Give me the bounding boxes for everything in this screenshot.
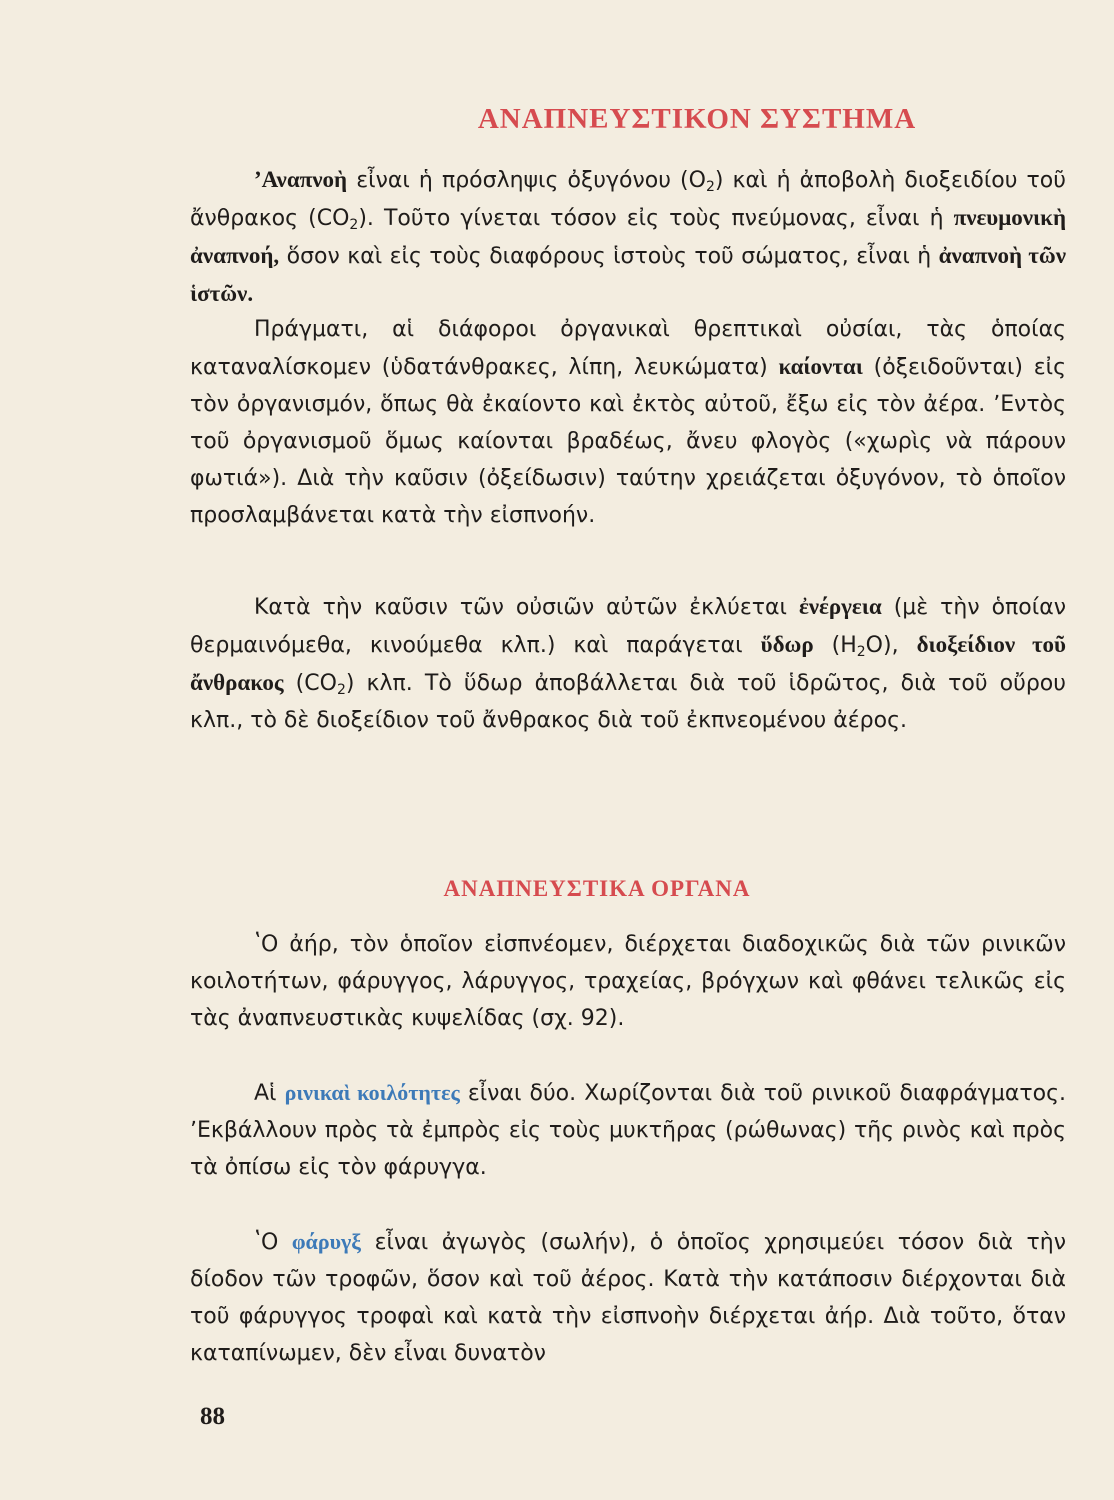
paragraph-respiration-definition: ʼΑναπνοὴ εἶναι ἡ πρόσληψις ὀξυγόνου $(O_2)$ καὶ ἡ ἀποβολὴ διοξειδίου τοῦ ἄνθρακος $(CO_2)$. Τοῦτο γίνεται τόσον εἰς τοὺς πνεύμονας, εἶναι ἡ πνευμονικὴ ἀναπνοή, ὅσον καὶ εἰς τοὺς διαφόρους ἱστοὺς τοῦ σώματος, εἶναι ἡ ἀναπνοὴ τῶν ἱστῶν. (190, 167, 1067, 306)
paragraph-pharynx: ʽΟ φάρυγξ εἶναι ἀγωγὸς (σωλήν), ὁ ὁποῖος χρησιμεύει τόσον διὰ τὴν δίοδον τῶν τροφῶν, ὅσον καὶ τοῦ ἀέρος. Κατὰ τὴν κατάποσιν διέρχονται διὰ τοῦ φάρυγγος τροφαὶ καὶ κατὰ τὴν εἰσπνοὴν διέρχεται ἀήρ. Διὰ τοῦτο, ὅταν καταπίνωμεν, δὲν εἶναι δυνατὸν (190, 1229, 1066, 1366)
bold-term: ὕδωρ (760, 632, 814, 657)
highlight-term: ρινικαὶ κοιλότητες (284, 1080, 460, 1105)
bold-term: πνευμονικὴ ἀναπνοή, (190, 205, 1067, 268)
page-number: 88 (200, 1403, 225, 1430)
highlight-term: φάρυγξ (291, 1229, 362, 1254)
paragraph-nasal-cavities: Αἱ ρινικαὶ κοιλότητες εἶναι δύο. Χωρίζονται διὰ τοῦ ρινικοῦ διαφράγματος. ʼΕκβάλλουν πρὸς τὰ ἐμπρὸς εἰς τοὺς μυκτῆρας (ρώθωνας) τῆς ρινὸς καὶ πρὸς τὰ ὀπίσω εἰς τὸν φάρυγγα. (190, 1080, 1066, 1180)
bold-term: ἀναπνοὴ τῶν ἱστῶν. (190, 243, 1066, 306)
paragraph-energy-release: Κατὰ τὴν καῦσιν τῶν οὐσιῶν αὐτῶν ἐκλύεται ἐνέργεια (μὲ τὴν ὁποίαν θερμαινόμεθα, κινούμεθα κλπ.) καὶ παράγεται ὕδωρ $(H_2O)$, διοξείδιον τοῦ ἄνθρακος $(CO_2)$ κλπ. Τὸ ὕδωρ ἀποβάλλεται διὰ τοῦ ἱδρῶτος, διὰ τοῦ οὔρου κλπ., τὸ δὲ διοξείδιον τοῦ ἄνθρακος διὰ τοῦ ἐκπνεομένου ἀέρος. (190, 594, 1066, 733)
bold-term: ʼΑναπνοὴ (254, 167, 348, 192)
paragraph-air-path: ʽΟ ἀήρ, τὸν ὁποῖον εἰσπνέομεν, διέρχεται διαδοχικῶς διὰ τῶν ρινικῶν κοιλοτήτων, φάρυγγος, λάρυγγος, τραχείας, βρόγχων καὶ φθάνει τελικῶς εἰς τὰς ἀναπνευστικὰς κυψελίδας (σχ. 92). (190, 932, 1066, 1031)
paragraph-oxidation: Πράγματι, αἱ διάφοροι ὀργανικαὶ θρεπτικαὶ οὐσίαι, τὰς ὁποίας καταναλίσκομεν (ὑδατάνθρακες, λίπη, λευκώματα) καίονται (ὀξειδοῦνται) εἰς τὸν ὀργανισμόν, ὅπως θὰ ἐκαίοντο καὶ ἐκτὸς αὐτοῦ, ἔξω εἰς τὸν ἀέρα. ʼΕντὸς τοῦ ὀργανισμοῦ ὅμως καίονται βραδέως, ἄνευ φλογὸς («χωρὶς νὰ πάρουν φωτιά»). Διὰ τὴν καῦσιν (ὀξείδωσιν) ταύτην χρειάζεται ὀξυγόνον, τὸ ὁποῖον προσλαμβάνεται κατὰ τὴν εἰσπνοήν. (190, 317, 1066, 528)
section-heading-respiratory-system: ΑΝΑΠΝΕΥΣΤΙΚΟΝ ΣΥΣΤΗΜΑ (477, 103, 917, 135)
section-heading-respiratory-organs: ΑΝΑΠΝΕΥΣΤΙΚΑ ΟΡΓΑΝΑ (443, 876, 751, 901)
bold-term: ἐνέργεια (798, 594, 882, 619)
bold-term: καίονται (778, 354, 863, 379)
bold-term: διοξείδιον τοῦ ἄνθρακος (190, 632, 1066, 695)
